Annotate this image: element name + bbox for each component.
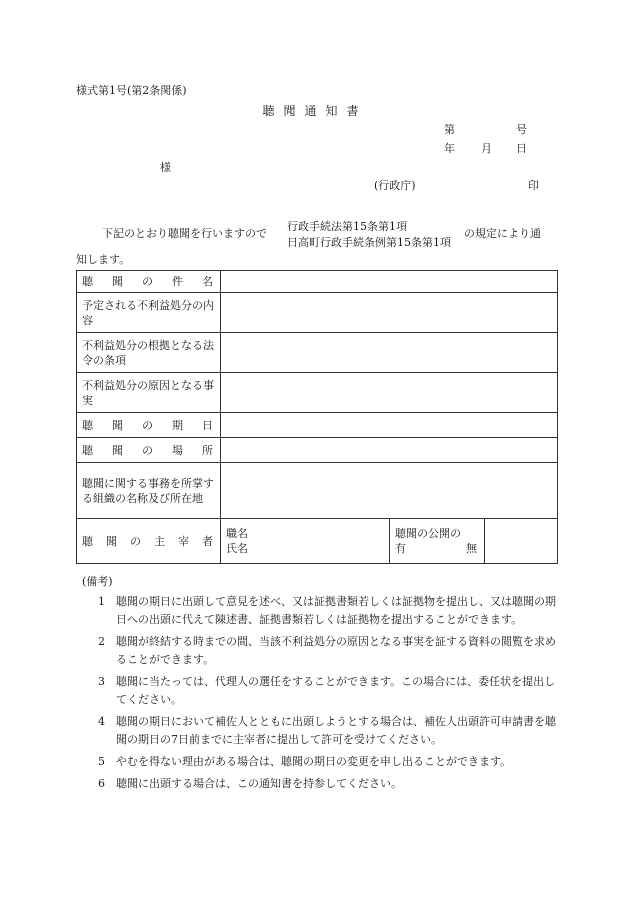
row-label-planned-disposition: 予定される不利益処分の内容 (77, 293, 221, 333)
note-item (92, 775, 556, 793)
presiding-officer-title-label: 職名 (226, 527, 248, 540)
date-day: 日 (516, 142, 527, 155)
note-item (92, 673, 556, 709)
spread-label: 聴 聞 の 場 所 (82, 443, 213, 457)
intro-law-1: 行政手続法第15条第1項 (287, 220, 407, 233)
note-item (92, 593, 556, 629)
note-number: 4 (98, 715, 105, 728)
table-row (77, 438, 558, 463)
notes-heading: (備考) (82, 575, 113, 588)
row-value-hearing-place[interactable] (221, 438, 558, 463)
presiding-officer-cell[interactable] (221, 519, 390, 564)
public-hearing-label-line2: 有 無 (395, 542, 477, 555)
hearing-details-table (76, 270, 558, 564)
note-item (92, 713, 556, 749)
table-row (77, 293, 558, 333)
row-label-cause-facts: 不利益処分の原因となる事実 (77, 373, 221, 413)
note-item (92, 753, 556, 771)
note-number: 5 (98, 755, 105, 768)
row-value-legal-basis[interactable] (221, 333, 558, 373)
public-hearing-label (390, 519, 485, 564)
intro-law-2: 日高町行政手続条例第15条第1項 (287, 236, 451, 249)
note-number: 3 (98, 675, 105, 688)
note-text: 聴聞が終結する時までの間、当該不利益処分の原因となる事実を証する資料の閲覧を求めることができます。 (116, 635, 556, 666)
note-text: 聴聞に出頭する場合は、この通知書を持参してください。 (116, 777, 402, 790)
spread-label: 聴 聞 の 件 名 (82, 275, 213, 288)
number-prefix: 第 (444, 123, 455, 136)
row-label-hearing-date (77, 413, 221, 438)
row-value-case-name[interactable] (221, 271, 558, 293)
row-label-hearing-place (77, 438, 221, 463)
table-row (77, 463, 558, 519)
date-year: 年 (444, 142, 455, 155)
intro-law-options (287, 219, 451, 251)
note-text: 聴聞に当たっては、代理人の選任をすることができます。この場合には、委任状を提出してください。 (116, 675, 556, 706)
public-hearing-label-line1: 聴聞の公開の (395, 527, 461, 540)
table-row (77, 333, 558, 373)
document-title: 聴聞通知書 (262, 104, 368, 118)
date-month: 月 (481, 142, 492, 155)
row-value-organization[interactable] (221, 463, 558, 519)
row-label-presiding-officer (77, 519, 221, 564)
row-value-planned-disposition[interactable] (221, 293, 558, 333)
table-row (77, 413, 558, 438)
notes-list (92, 593, 556, 797)
intro-text-2: の規定により通 (464, 227, 541, 240)
row-label-organization: 聴聞に関する事務を所掌する組織の名称及び所在地 (77, 463, 221, 519)
row-value-cause-facts[interactable] (221, 373, 558, 413)
spread-label: 聴 聞 の 期 日 (82, 418, 213, 432)
presiding-officer-name-label: 氏名 (226, 542, 248, 555)
note-item (92, 633, 556, 669)
table-row (77, 271, 558, 293)
addressee-suffix: 様 (160, 161, 171, 174)
table-row (77, 519, 558, 564)
note-number: 6 (98, 777, 105, 790)
issuing-agency: (行政庁) (374, 179, 416, 192)
seal-mark: 印 (528, 179, 539, 192)
table-row (77, 373, 558, 413)
public-hearing-value[interactable] (485, 519, 558, 564)
form-number-label: 様式第1号(第2条関係) (76, 84, 187, 97)
number-suffix: 号 (516, 123, 527, 136)
intro-text-3: 知します。 (76, 253, 131, 266)
note-text: やむを得ない理由がある場合は、聴聞の期日の変更を申し出ることができます。 (116, 755, 512, 768)
note-text: 聴聞の期日において補佐人とともに出頭しようとする場合は、補佐人出頭許可申請書を聴聞の期日の7日前までに主宰者に提出して許可を受けてください。 (116, 715, 556, 746)
row-value-hearing-date[interactable] (221, 413, 558, 438)
spread-label: 聴 聞 の 主 宰 者 (82, 534, 213, 548)
note-number: 2 (98, 635, 105, 648)
note-number: 1 (98, 595, 105, 608)
row-label-legal-basis: 不利益処分の根拠となる法令の条項 (77, 333, 221, 373)
note-text: 聴聞の期日に出頭して意見を述べ、又は証拠書類若しくは証拠物を提出し、又は聴聞の期日への出頭に代えて陳述書、証拠書類若しくは証拠物を提出することができます。 (116, 595, 556, 626)
row-label-case-name (77, 271, 221, 293)
intro-text-1: 下記のとおり聴聞を行いますので (102, 227, 267, 240)
